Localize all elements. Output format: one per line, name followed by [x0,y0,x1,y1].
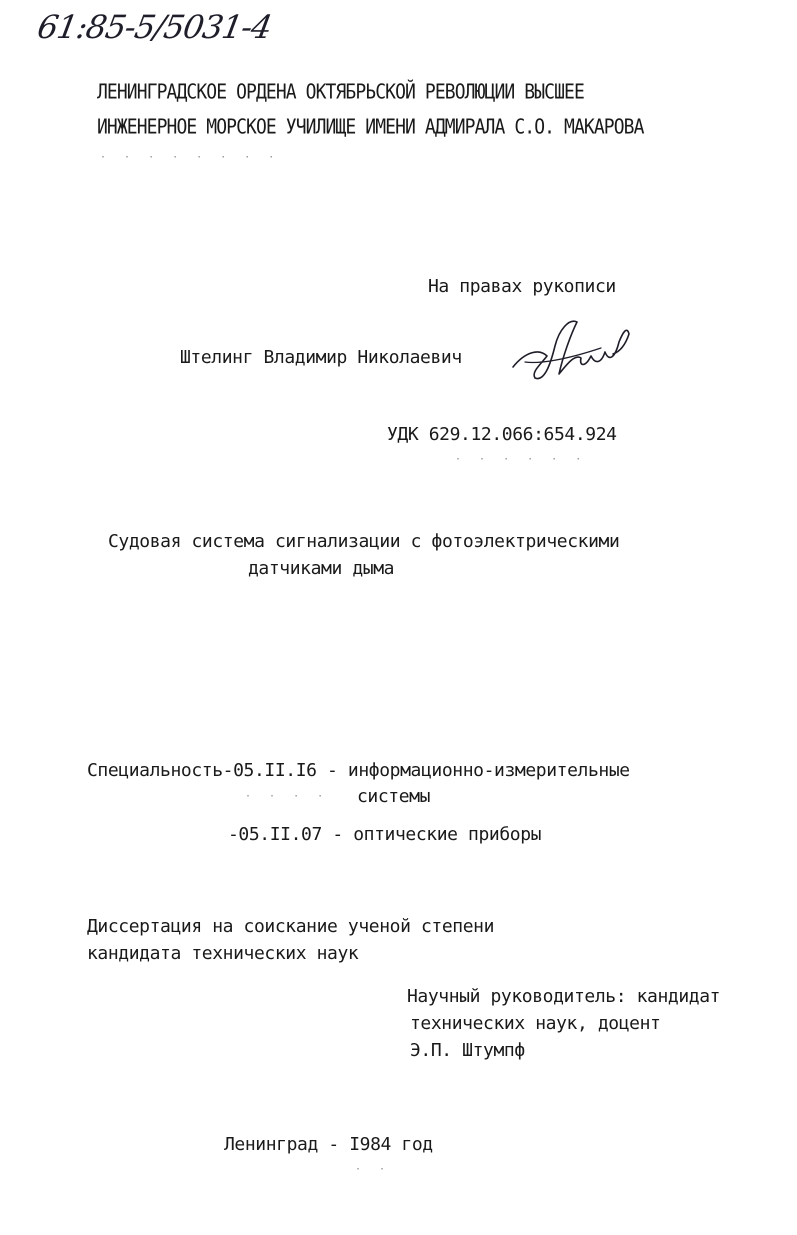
title-line-2: датчиками дыма [248,558,395,579]
supervisor-line-1: Научный руководитель: кандидат [407,986,721,1007]
udc-code: УДК 629.12.066:654.924 [387,424,617,445]
supervisor-name: Э.П. Штумпф [410,1040,525,1061]
supervisor-line-2: технических наук, доцент [410,1013,661,1034]
dissertation-line-2: кандидата технических наук [87,943,359,964]
author-name: Штелинг Владимир Николаевич [180,347,462,368]
specialty-line-2: системы [357,786,431,807]
dissertation-line-1: Диссертация на соискание ученой степени [87,916,495,937]
manuscript-rights-label: На правах рукописи [428,276,616,297]
place-and-year: Ленинград - I984 год [224,1134,433,1155]
scan-specks-4: · · [355,1164,392,1175]
scan-specks: · · · · · · · · [100,152,281,163]
scan-specks-3: · · · · [245,791,330,802]
title-line-1: Судовая система сигнализации с фотоэлектрическими [108,531,620,552]
scan-specks-2: · · · · · · [455,454,588,465]
specialty-line-3: -05.II.07 - оптические приборы [228,824,542,845]
institution-line-1: ЛЕНИНГРАДСКОЕ ОРДЕНА ОКТЯБРЬСКОЙ РЕВОЛЮЦИИ ВЫСШЕЕ [97,80,584,105]
specialty-line-1: Специальность-05.II.I6 - информационно-измерительные [87,760,630,781]
institution-line-2: ИНЖЕНЕРНОЕ МОРСКОЕ УЧИЛИЩЕ ИМЕНИ АДМИРАЛА С.О. МАКАРОВА [97,115,644,140]
archive-number-handwritten: 61:85-5/5031-4 [34,8,275,46]
author-signature [505,312,635,392]
